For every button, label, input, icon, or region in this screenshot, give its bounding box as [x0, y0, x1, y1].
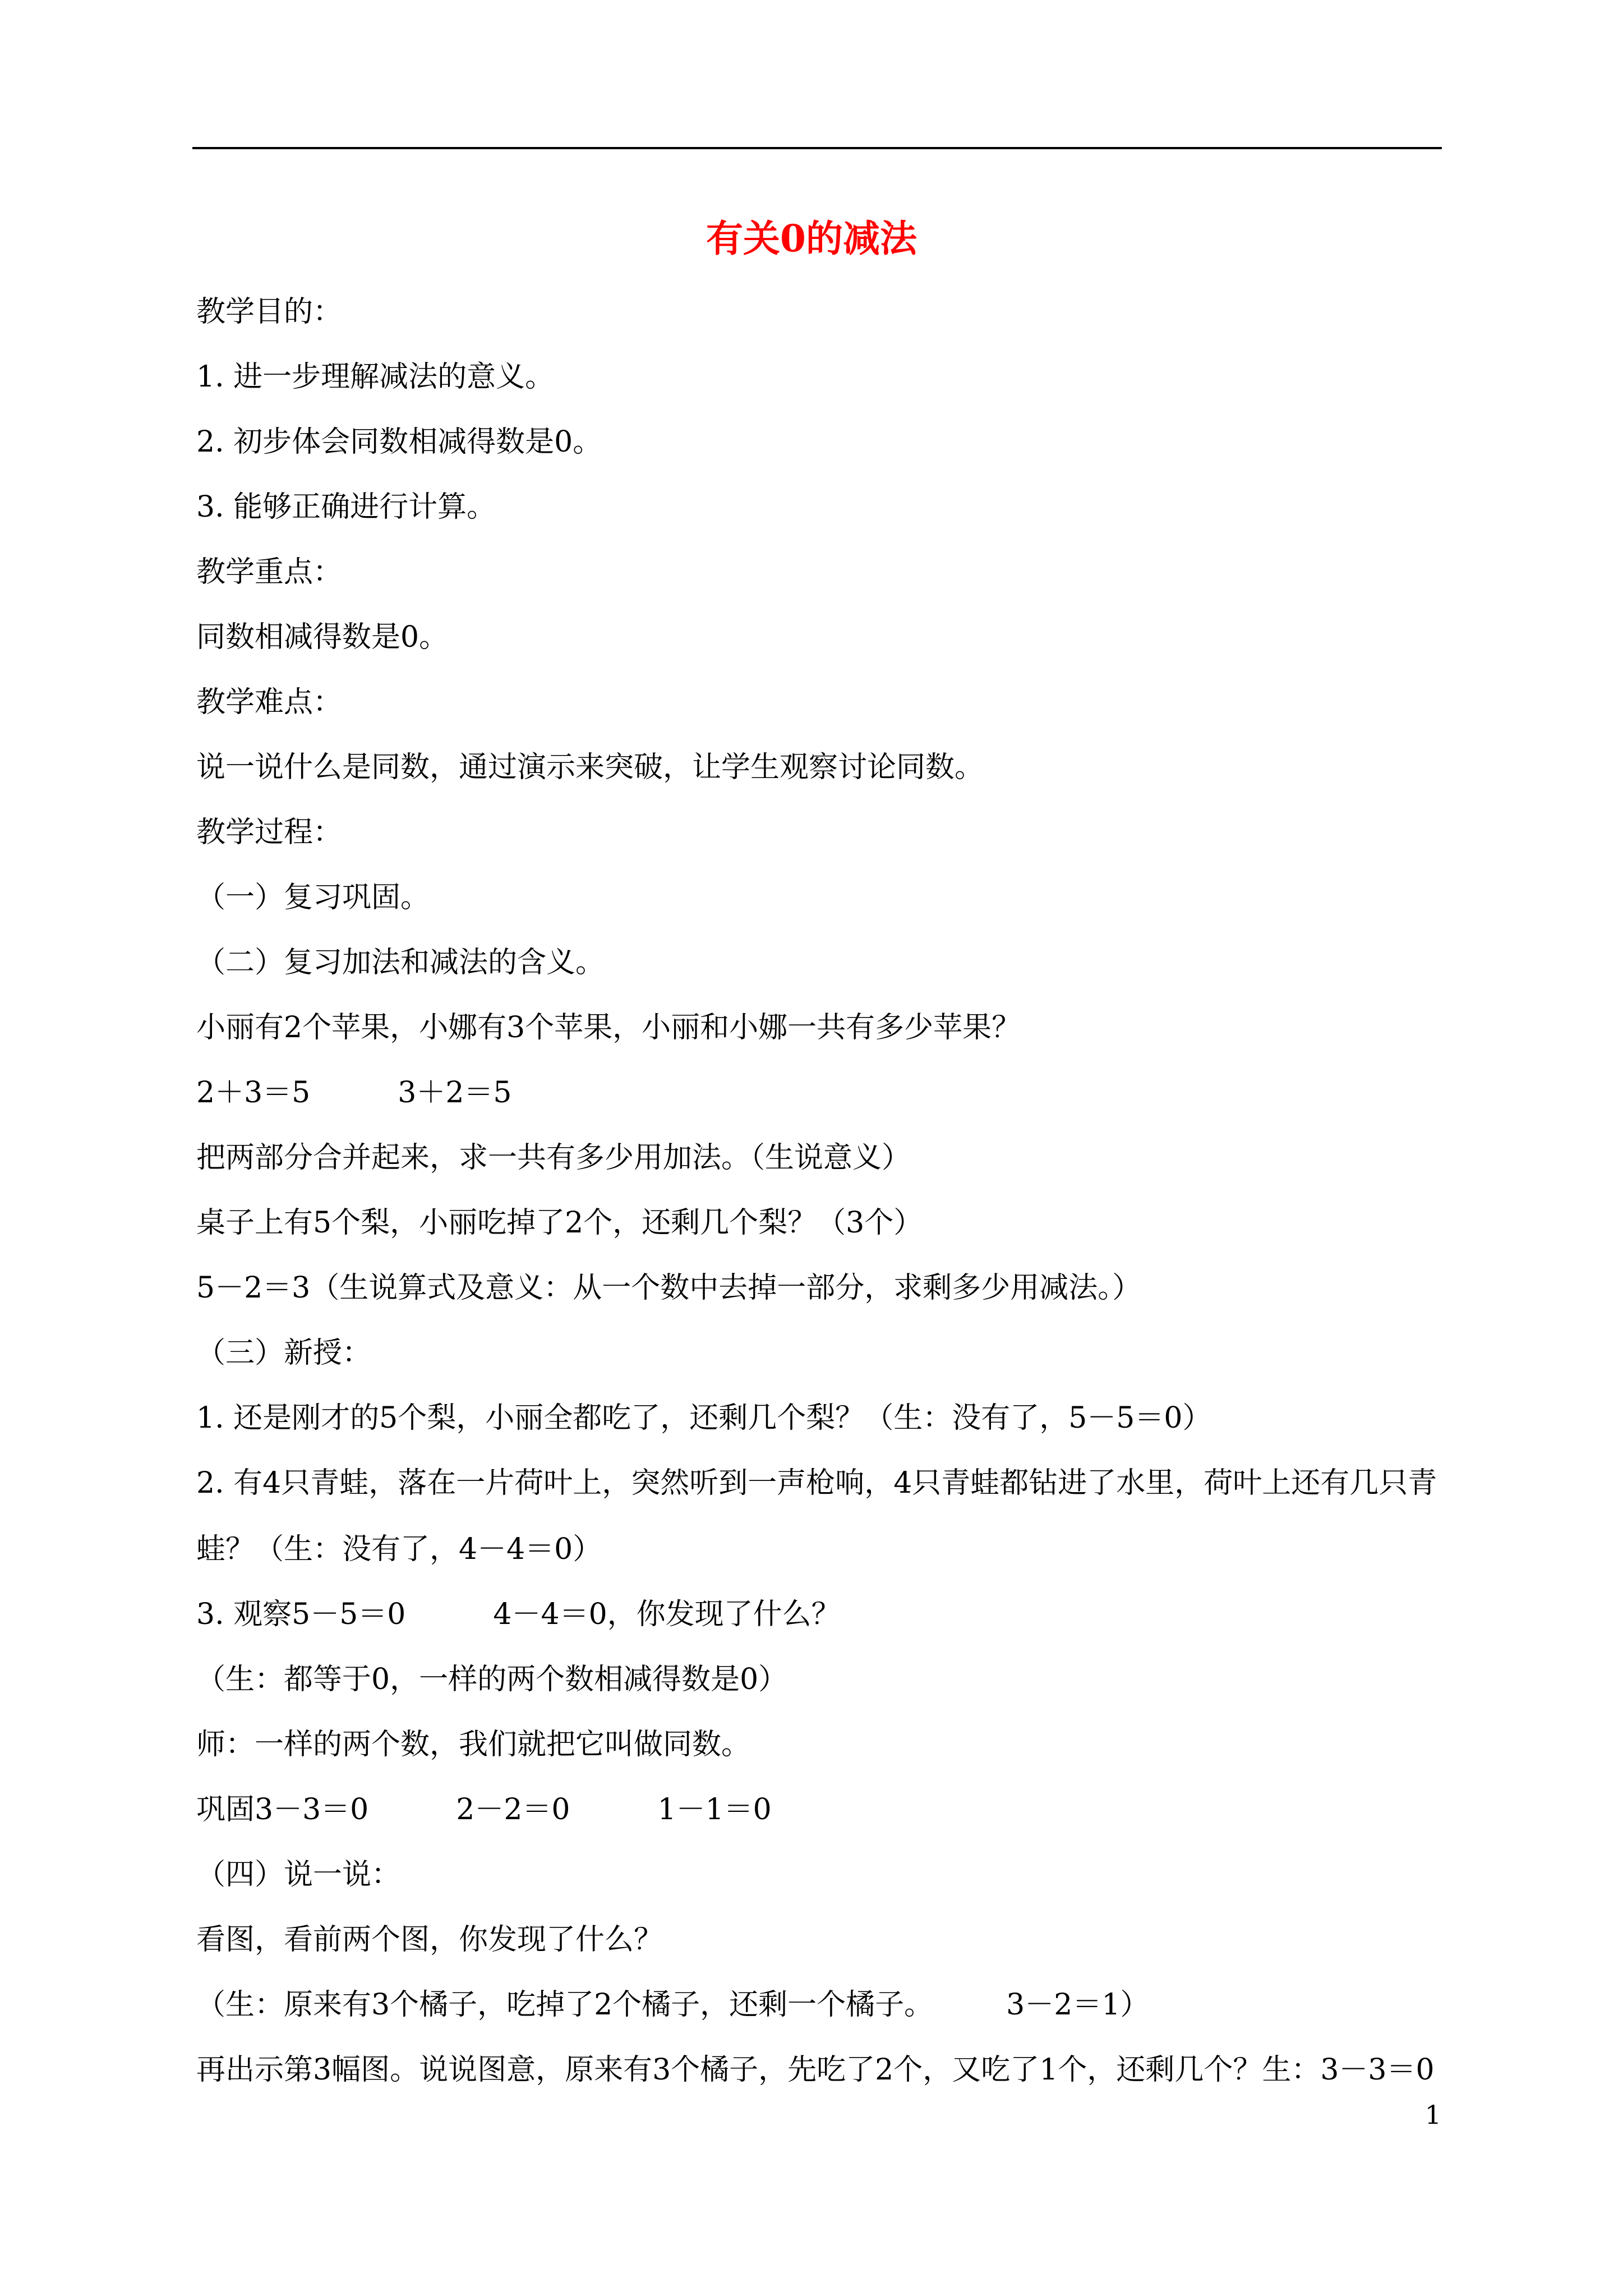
- heading-objectives: 教学目的：: [196, 295, 343, 329]
- document-title: 有关0的减法: [706, 217, 917, 260]
- teacher-same-number: 师：一样的两个数，我们就把它叫做同数。: [196, 1728, 751, 1761]
- paragraph-third-picture: 再出示第3幅图。说说图意，原来有3个橘子，先吃了2个，又吃了1个，还剩几个？生：3－3＝0: [196, 2053, 1435, 2087]
- section-meaning: （二）复习加法和减法的含义。: [196, 946, 605, 979]
- student-answer-oranges: （生：原来有3个橘子，吃掉了2个橘子，还剩一个橘子。 3－2＝1）: [196, 1988, 1150, 2022]
- header-rule: [192, 147, 1442, 149]
- new-lesson-item-2: 2. 有4只青蛙，落在一片荷叶上，突然听到一声枪响，4只青蛙都钻进了水里，荷叶上还有几只青: [196, 1466, 1437, 1500]
- new-lesson-item-3: 3. 观察5－5＝0 4－4＝0，你发现了什么？: [196, 1598, 841, 1631]
- equation-consolidation: 巩固3－3＝0 2－2＝0 1－1＝0: [196, 1793, 772, 1826]
- objective-2: 2. 初步体会同数相减得数是0。: [196, 425, 602, 459]
- section-talk: （四）说一说：: [196, 1858, 401, 1892]
- section-new-lesson: （三）新授：: [196, 1336, 372, 1370]
- section-review: （一）复习巩固。: [196, 881, 430, 914]
- difficulty-text: 说一说什么是同数，通过演示来突破，让学生观察讨论同数。: [196, 751, 984, 784]
- paragraph-pears: 桌子上有5个梨，小丽吃掉了2个，还剩几个梨？（3个）: [196, 1206, 923, 1240]
- page-number: 1: [1424, 2100, 1441, 2130]
- equation-subtraction-meaning: 5－2＝3（生说算式及意义：从一个数中去掉一部分，求剩多少用减法。）: [196, 1271, 1142, 1305]
- new-lesson-item-1: 1. 还是刚才的5个梨，小丽全都吃了，还剩几个梨？（生：没有了，5－5＝0）: [196, 1401, 1212, 1435]
- heading-difficulty: 教学难点：: [196, 685, 343, 719]
- new-lesson-item-2-continued: 蛙？（生：没有了，4－4＝0）: [196, 1533, 602, 1566]
- heading-process: 教学过程：: [196, 816, 343, 849]
- paragraph-apples: 小丽有2个苹果，小娜有3个苹果，小丽和小娜一共有多少苹果？: [196, 1011, 1021, 1045]
- key-point-text: 同数相减得数是0。: [196, 620, 449, 654]
- equation-addition: 2＋3＝5 3＋2＝5: [196, 1076, 512, 1110]
- objective-3: 3. 能够正确进行计算。: [196, 490, 496, 524]
- objective-1: 1. 进一步理解减法的意义。: [196, 360, 555, 394]
- student-answer-zero: （生：都等于0，一样的两个数相减得数是0）: [196, 1663, 788, 1696]
- document-body: [196, 292, 1447, 2115]
- paragraph-look-pictures: 看图，看前两个图，你发现了什么？: [196, 1923, 663, 1957]
- heading-key-point: 教学重点：: [196, 555, 343, 589]
- paragraph-addition-meaning: 把两部分合并起来，求一共有多少用加法。（生说意义）: [196, 1141, 911, 1175]
